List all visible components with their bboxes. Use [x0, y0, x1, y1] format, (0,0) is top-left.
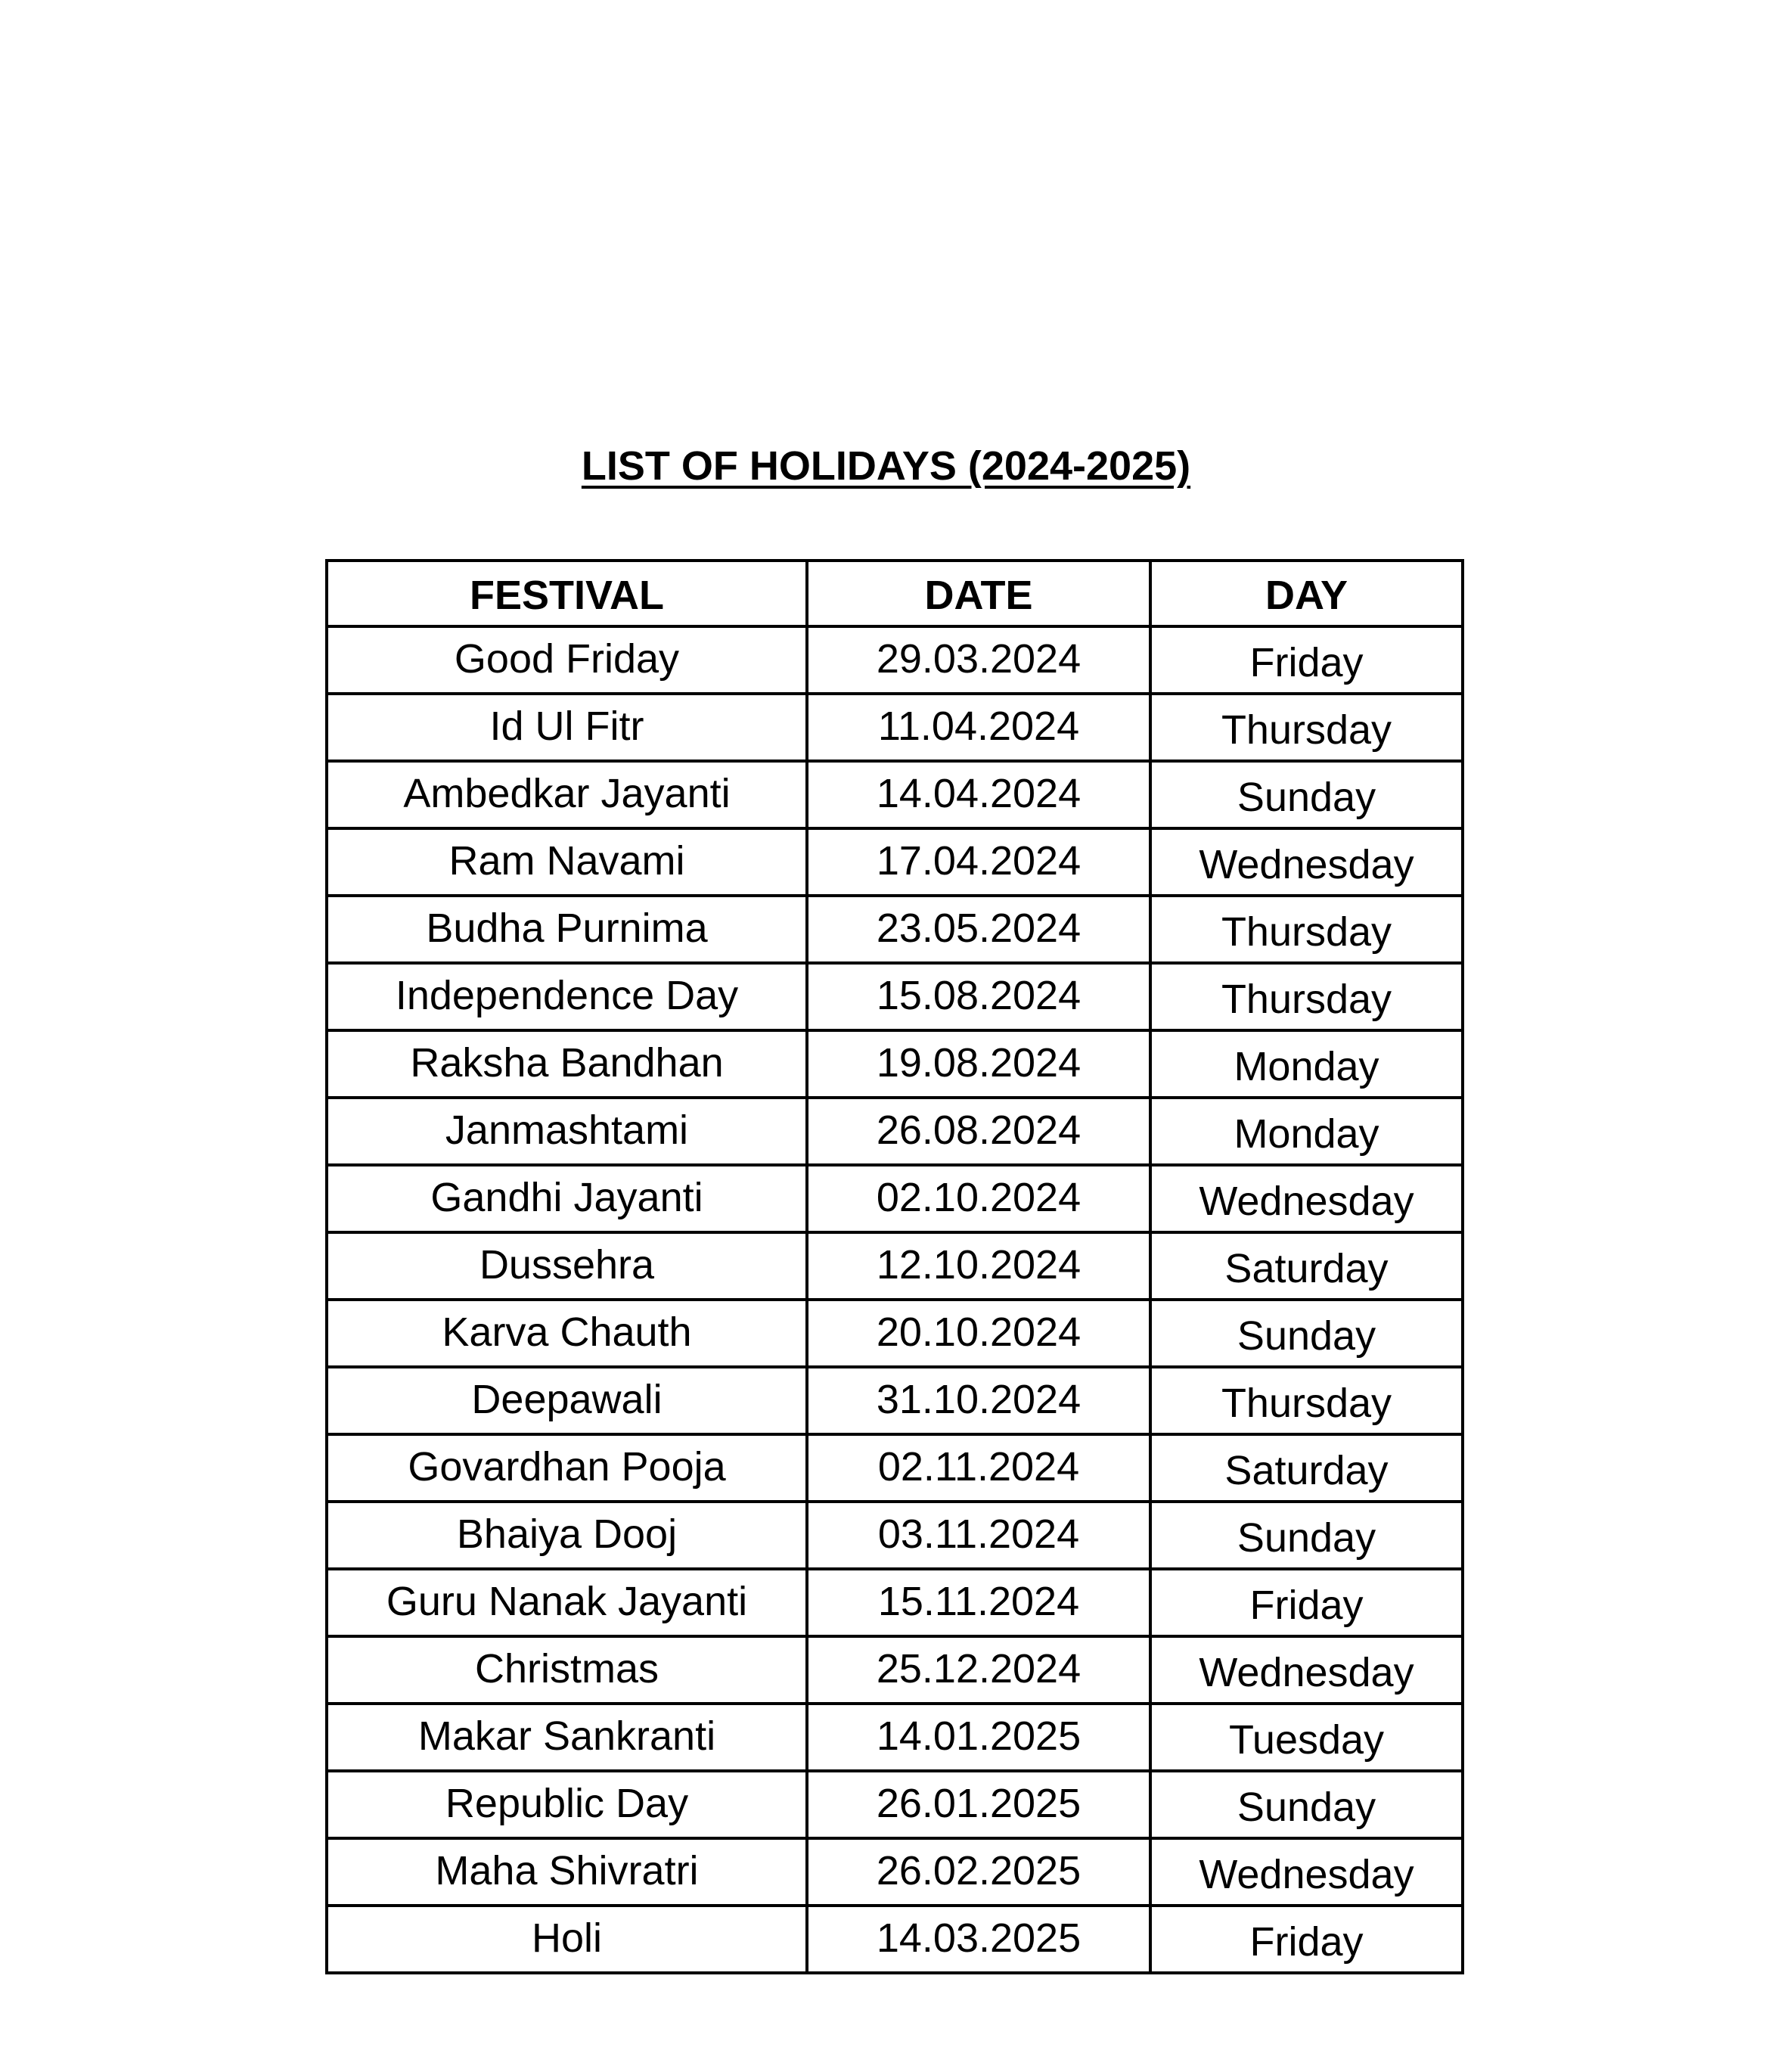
festival-cell: Janmashtami	[327, 1098, 807, 1165]
day-cell: Sunday	[1150, 1300, 1463, 1367]
table-row	[327, 1838, 1463, 1906]
date-cell: 15.08.2024	[807, 963, 1150, 1030]
column-header-day: DAY	[1150, 561, 1463, 626]
table-row	[327, 1636, 1463, 1704]
table-header-row	[327, 561, 1463, 626]
festival-cell: Bhaiya Dooj	[327, 1502, 807, 1569]
date-cell: 19.08.2024	[807, 1030, 1150, 1098]
date-cell: 02.11.2024	[807, 1434, 1150, 1502]
festival-cell: Independence Day	[327, 963, 807, 1030]
date-cell: 26.08.2024	[807, 1098, 1150, 1165]
date-cell: 20.10.2024	[807, 1300, 1150, 1367]
date-cell: 26.01.2025	[807, 1771, 1150, 1838]
table-row	[327, 1030, 1463, 1098]
festival-cell: Maha Shivratri	[327, 1838, 807, 1906]
table-row	[327, 896, 1463, 963]
holiday-table	[325, 559, 1464, 1974]
day-cell: Friday	[1150, 626, 1463, 694]
day-cell: Thursday	[1150, 694, 1463, 761]
day-cell: Sunday	[1150, 1502, 1463, 1569]
table-row	[327, 1098, 1463, 1165]
festival-cell: Republic Day	[327, 1771, 807, 1838]
day-cell: Wednesday	[1150, 1636, 1463, 1704]
date-cell: 11.04.2024	[807, 694, 1150, 761]
day-cell: Tuesday	[1150, 1704, 1463, 1771]
day-cell: Sunday	[1150, 761, 1463, 828]
festival-cell: Christmas	[327, 1636, 807, 1704]
festival-cell: Makar Sankranti	[327, 1704, 807, 1771]
column-header-date: DATE	[807, 561, 1150, 626]
table-row	[327, 963, 1463, 1030]
date-cell: 29.03.2024	[807, 626, 1150, 694]
date-cell: 31.10.2024	[807, 1367, 1150, 1434]
date-cell: 14.04.2024	[807, 761, 1150, 828]
festival-cell: Govardhan Pooja	[327, 1434, 807, 1502]
festival-cell: Budha Purnima	[327, 896, 807, 963]
table-row	[327, 1367, 1463, 1434]
festival-cell: Raksha Bandhan	[327, 1030, 807, 1098]
table-row	[327, 1232, 1463, 1300]
date-cell: 15.11.2024	[807, 1569, 1150, 1636]
page-title	[0, 436, 1772, 496]
date-cell: 17.04.2024	[807, 828, 1150, 896]
festival-cell: Karva Chauth	[327, 1300, 807, 1367]
table-row	[327, 1906, 1463, 1973]
festival-cell: Ram Navami	[327, 828, 807, 896]
date-cell: 14.01.2025	[807, 1704, 1150, 1771]
festival-cell: Dussehra	[327, 1232, 807, 1300]
holiday-rows	[327, 626, 1463, 1973]
date-cell: 12.10.2024	[807, 1232, 1150, 1300]
table-row	[327, 1300, 1463, 1367]
table-row	[327, 1569, 1463, 1636]
date-cell: 26.02.2025	[807, 1838, 1150, 1906]
table-row	[327, 694, 1463, 761]
day-cell: Wednesday	[1150, 1838, 1463, 1906]
table-row	[327, 1434, 1463, 1502]
date-cell: 03.11.2024	[807, 1502, 1150, 1569]
table-row	[327, 1771, 1463, 1838]
table-row	[327, 761, 1463, 828]
day-cell: Sunday	[1150, 1771, 1463, 1838]
day-cell: Thursday	[1150, 963, 1463, 1030]
day-cell: Wednesday	[1150, 1165, 1463, 1232]
table-row	[327, 1502, 1463, 1569]
day-cell: Friday	[1150, 1906, 1463, 1973]
day-cell: Thursday	[1150, 1367, 1463, 1434]
table-row	[327, 626, 1463, 694]
festival-cell: Deepawali	[327, 1367, 807, 1434]
page-title-text: LIST OF HOLIDAYS (2024-2025)	[581, 443, 1191, 489]
festival-cell: Gandhi Jayanti	[327, 1165, 807, 1232]
festival-cell: Ambedkar Jayanti	[327, 761, 807, 828]
date-cell: 14.03.2025	[807, 1906, 1150, 1973]
day-cell: Monday	[1150, 1030, 1463, 1098]
festival-cell: Id Ul Fitr	[327, 694, 807, 761]
column-header-festival: FESTIVAL	[327, 561, 807, 626]
day-cell: Wednesday	[1150, 828, 1463, 896]
table-row	[327, 828, 1463, 896]
table-row	[327, 1165, 1463, 1232]
date-cell: 02.10.2024	[807, 1165, 1150, 1232]
festival-cell: Guru Nanak Jayanti	[327, 1569, 807, 1636]
date-cell: 23.05.2024	[807, 896, 1150, 963]
festival-cell: Good Friday	[327, 626, 807, 694]
day-cell: Monday	[1150, 1098, 1463, 1165]
festival-cell: Holi	[327, 1906, 807, 1973]
date-cell: 25.12.2024	[807, 1636, 1150, 1704]
table-row	[327, 1704, 1463, 1771]
day-cell: Thursday	[1150, 896, 1463, 963]
day-cell: Friday	[1150, 1569, 1463, 1636]
day-cell: Saturday	[1150, 1434, 1463, 1502]
day-cell: Saturday	[1150, 1232, 1463, 1300]
